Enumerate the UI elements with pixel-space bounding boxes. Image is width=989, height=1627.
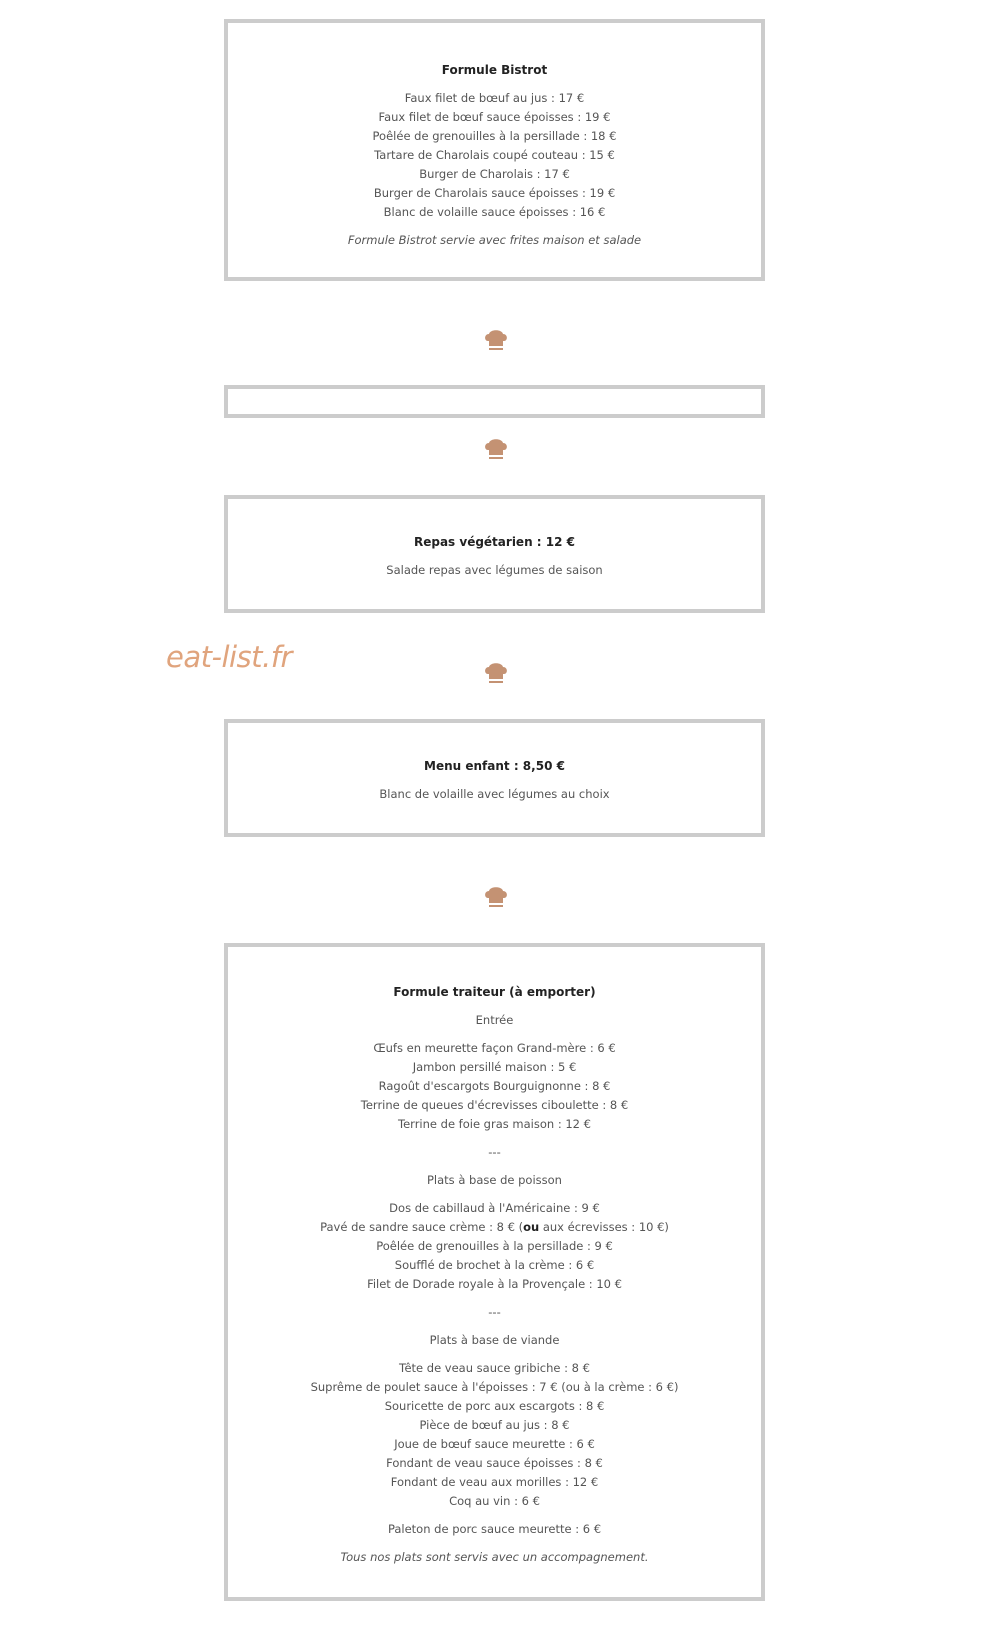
list-item: Soufflé de brochet à la crème : 6 € [394, 1258, 595, 1272]
traiteur-title: Formule traiteur (à emporter) [393, 985, 596, 999]
chef-hat-icon [483, 885, 509, 909]
bistrot-card [224, 19, 765, 281]
chef-hat-icon [483, 661, 509, 685]
fish-item2-part2: aux écrevisses : 10 €) [539, 1220, 669, 1234]
list-item: Burger de Charolais : 17 € [419, 167, 570, 181]
list-item: Pièce de bœuf au jus : 8 € [419, 1418, 570, 1432]
fish-title: Plats à base de poisson [427, 1173, 562, 1187]
fish-list [228, 1199, 761, 1294]
starters-title: Entrée [475, 1013, 514, 1027]
list-item: Suprême de poulet sauce à l'époisses : 7 € (ou à la crème : 6 €) [310, 1380, 679, 1394]
list-item: Tête de veau sauce gribiche : 8 € [399, 1361, 590, 1375]
separator: --- [488, 1145, 501, 1159]
list-item: Souricette de porc aux escargots : 8 € [384, 1399, 605, 1413]
list-item: Poêlée de grenouilles à la persillade : 18 € [372, 129, 617, 143]
vegetarian-description: Salade repas avec légumes de saison [386, 563, 603, 577]
starters-list [228, 1039, 761, 1134]
bistrot-title: Formule Bistrot [441, 63, 548, 77]
traiteur-card [224, 943, 765, 1601]
list-item: Œufs en meurette façon Grand-mère : 6 € [373, 1041, 616, 1055]
list-item: Poêlée de grenouilles à la persillade : 9 € [376, 1239, 613, 1253]
chef-hat-icon [483, 437, 509, 461]
kids-title: Menu enfant : 8,50 € [424, 759, 565, 773]
kids-card [224, 719, 765, 837]
separator: --- [488, 1305, 501, 1319]
bistrot-list [228, 89, 761, 222]
empty-card [224, 385, 765, 418]
fish-item2-part1: Pavé de sandre sauce crème : 8 € ( [320, 1220, 524, 1234]
kids-description: Blanc de volaille avec légumes au choix [379, 787, 610, 801]
vegetarian-title: Repas végétarien : 12 € [413, 535, 575, 549]
list-item: Faux filet de bœuf sauce époisses : 19 € [378, 110, 611, 124]
list-item: Terrine de foie gras maison : 12 € [398, 1117, 591, 1131]
extra-item: Paleton de porc sauce meurette : 6 € [387, 1522, 602, 1536]
list-item: Coq au vin : 6 € [449, 1494, 540, 1508]
list-item: Faux filet de bœuf au jus : 17 € [404, 91, 585, 105]
list-item: Blanc de volaille sauce époisses : 16 € [383, 205, 606, 219]
list-item: Fondant de veau sauce époisses : 8 € [386, 1456, 603, 1470]
list-item: Filet de Dorade royale à la Provençale : 10 € [367, 1277, 622, 1291]
list-item: Joue de bœuf sauce meurette : 6 € [394, 1437, 595, 1451]
vegetarian-card [224, 495, 765, 613]
list-item: Terrine de queues d'écrevisses ciboulette : 8 € [360, 1098, 629, 1112]
chef-hat-icon [483, 328, 509, 352]
list-item: Ragoût d'escargots Bourguignonne : 8 € [378, 1079, 611, 1093]
bistrot-note: Formule Bistrot servie avec frites maison et salade [347, 233, 642, 247]
list-item: Burger de Charolais sauce époisses : 19 € [373, 186, 616, 200]
fish-item2-or: ou [523, 1220, 540, 1234]
list-item [228, 1218, 761, 1237]
traiteur-note: Tous nos plats sont servis avec un accompagnement. [340, 1550, 649, 1564]
list-item: Fondant de veau aux morilles : 12 € [390, 1475, 599, 1489]
watermark: eat-list.fr [166, 640, 292, 674]
list-item: Jambon persillé maison : 5 € [412, 1060, 577, 1074]
list-item: Dos de cabillaud à l'Américaine : 9 € [389, 1201, 600, 1215]
meat-list [228, 1359, 761, 1511]
list-item: Tartare de Charolais coupé couteau : 15 € [374, 148, 615, 162]
meat-title: Plats à base de viande [429, 1333, 560, 1347]
